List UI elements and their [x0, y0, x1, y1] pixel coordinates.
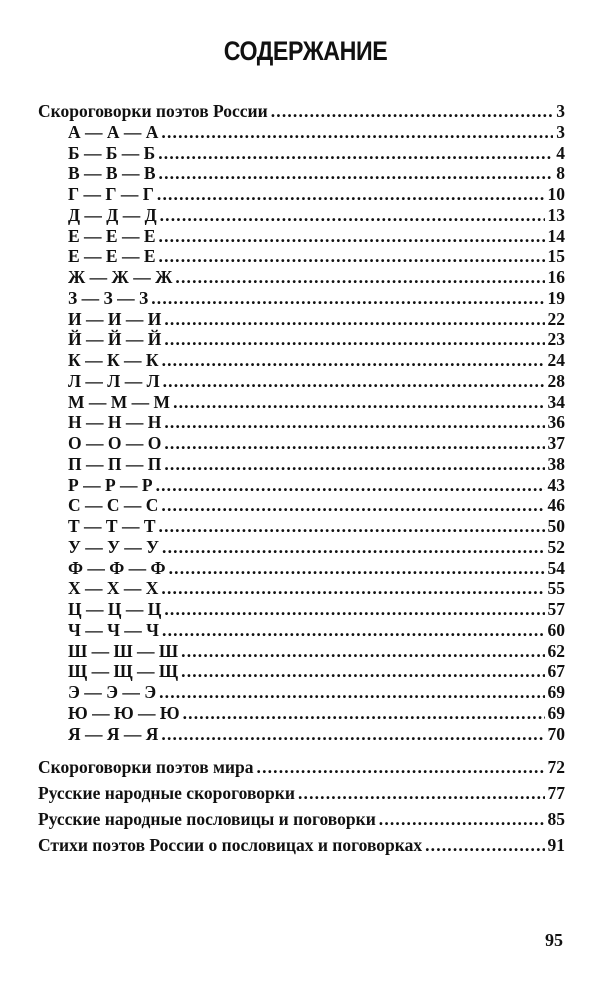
toc-leader-dots: [164, 599, 544, 620]
toc-leader-dots: [169, 558, 545, 579]
toc-page-number: 69: [547, 702, 565, 723]
toc-leader-dots: [159, 246, 545, 267]
toc-subitem[interactable]: [38, 412, 565, 433]
toc-subitem-label: Т — Т — Т: [68, 516, 156, 536]
toc-page-number: 54: [547, 557, 565, 578]
toc-subitem-label: А — А — А: [68, 121, 159, 142]
toc-subitem[interactable]: [38, 226, 565, 247]
toc-subitem-label: Е — Е — Е: [68, 246, 156, 267]
toc-section-label: Русские народные пословицы и поговорки: [38, 809, 376, 830]
toc-page-number: 16: [547, 267, 565, 287]
toc-page-number: 34: [547, 391, 565, 412]
toc-subitem-label: Ф — Ф — Ф: [68, 557, 166, 578]
toc-page-number: 77: [547, 783, 565, 804]
toc-section[interactable]: [38, 809, 565, 835]
toc-subitem[interactable]: [38, 309, 565, 330]
toc-subitem[interactable]: [38, 661, 565, 682]
toc-section-label: Скороговорки поэтов мира: [38, 757, 254, 778]
toc-subitem[interactable]: [38, 682, 565, 703]
toc-subitem-label: У — У — У: [68, 536, 160, 557]
toc-leader-dots: [164, 412, 544, 433]
toc-subitem-label: Й — Й — Й: [68, 329, 162, 350]
toc-subitem-label: Я — Я — Я: [68, 723, 159, 744]
toc-subitem[interactable]: [38, 703, 565, 724]
toc-leader-dots: [151, 288, 544, 309]
toc-leader-dots: [159, 682, 544, 703]
toc-subitem-label: Д — Д — Д: [68, 204, 157, 225]
toc-subitem-label: П — П — П: [68, 453, 162, 474]
toc-leader-dots: [156, 475, 545, 496]
toc-section[interactable]: [38, 835, 565, 861]
toc-subitem[interactable]: [38, 578, 565, 599]
toc-leader-dots: [162, 620, 544, 641]
toc-leader-dots: [163, 371, 545, 392]
toc-page-number: 57: [547, 599, 565, 619]
toc-leader-dots: [160, 205, 545, 226]
toc-page-number: 67: [547, 661, 565, 682]
toc-leader-dots: [181, 661, 544, 682]
toc-leader-dots: [164, 309, 544, 330]
toc-subitem-label: О — О — О: [68, 433, 162, 453]
toc-subitem-label: К — К — К: [68, 350, 159, 370]
toc-page-number: 62: [547, 640, 565, 661]
toc-section-label: Стихи поэтов России о пословицах и поговорках: [38, 835, 423, 856]
toc-page-number: 55: [547, 578, 565, 599]
toc-page-number: 70: [547, 723, 565, 744]
toc-section-label: Русские народные скороговорки: [38, 783, 295, 804]
toc-page-number: 14: [547, 225, 565, 246]
toc-leader-dots: [159, 226, 545, 247]
toc-leader-dots: [164, 329, 544, 350]
toc-subitem[interactable]: [38, 558, 565, 579]
toc-subitem-label: З — З — З: [68, 287, 149, 308]
toc-page-number: 38: [547, 453, 565, 474]
toc-page-number: 23: [547, 329, 565, 350]
toc-leader-dots: [257, 757, 545, 778]
toc-leader-dots: [183, 703, 545, 724]
toc-subitem-label: Р — Р — Р: [68, 474, 153, 495]
toc-subitem[interactable]: [38, 620, 565, 641]
toc-subitem[interactable]: [38, 143, 565, 164]
toc-page-number: 36: [547, 412, 565, 433]
toc-page-number: 13: [547, 204, 565, 225]
toc-page-number: 28: [547, 370, 565, 391]
toc-page-number: 22: [547, 308, 565, 329]
toc-subitem[interactable]: [38, 246, 565, 267]
toc-subitem[interactable]: [38, 371, 565, 392]
toc-page-number: 15: [547, 246, 565, 267]
toc-subitem[interactable]: [38, 329, 565, 350]
toc-page-number: 24: [547, 350, 565, 370]
toc-page-number: 60: [547, 619, 565, 640]
toc-subitem-label: Ю — Ю — Ю: [68, 702, 180, 723]
toc-leader-dots: [181, 641, 544, 662]
toc-page-number: 4: [556, 142, 565, 163]
toc-subitem-label: Ц — Ц — Ц: [68, 599, 162, 619]
toc-leader-dots: [173, 392, 544, 413]
section-spacer: [38, 744, 565, 757]
toc-page-number: 3: [556, 101, 565, 121]
toc-subitem-label: И — И — И: [68, 308, 162, 329]
toc-subitem-label: Л — Л — Л: [68, 370, 160, 391]
toc-subitem-label: Ш — Ш — Ш: [68, 640, 179, 661]
toc-page-number: 43: [547, 474, 565, 495]
toc-subitem-label: Н — Н — Н: [68, 412, 162, 433]
toc-section[interactable]: [38, 101, 565, 122]
toc-leader-dots: [161, 724, 544, 745]
toc-subitem-label: Г — Г — Г: [68, 184, 154, 204]
toc-leader-dots: [164, 433, 544, 454]
page-title: СОДЕРЖАНИЕ: [223, 36, 388, 66]
toc-page-number: 19: [547, 287, 565, 308]
toc-leader-dots: [161, 578, 544, 599]
toc-page-number: 91: [547, 835, 565, 856]
toc-page-number: 46: [547, 495, 565, 516]
toc-subitem[interactable]: [38, 433, 565, 454]
toc-subitem-label: М — М — М: [68, 391, 171, 412]
toc-subitem[interactable]: [38, 495, 565, 516]
toc-subitem[interactable]: [38, 641, 565, 662]
toc-subitem[interactable]: [38, 350, 565, 371]
table-of-contents: [38, 101, 565, 861]
toc-subitem[interactable]: [38, 267, 565, 288]
toc-subitem-label: Щ — Щ — Щ: [68, 661, 179, 682]
toc-subitem[interactable]: [38, 475, 565, 496]
toc-subitem-label: Е — Е — Е: [68, 225, 156, 246]
toc-subitem-label: Э — Э — Э: [68, 682, 157, 702]
toc-leader-dots: [298, 783, 545, 804]
toc-leader-dots: [162, 350, 545, 371]
toc-page-number: 3: [556, 121, 565, 142]
toc-page-number: 52: [547, 536, 565, 557]
toc-leader-dots: [159, 163, 554, 184]
toc-page-number: 50: [547, 516, 565, 536]
toc-leader-dots: [158, 143, 553, 164]
toc-leader-dots: [157, 184, 545, 205]
toc-subitem[interactable]: [38, 288, 565, 309]
toc-page-number: 10: [547, 184, 565, 204]
toc-subitem[interactable]: [38, 122, 565, 143]
toc-leader-dots: [379, 809, 545, 830]
toc-page-number: 69: [547, 682, 565, 702]
toc-subitem-label: Ж — Ж — Ж: [68, 267, 173, 287]
toc-section[interactable]: [38, 783, 565, 809]
toc-subitem[interactable]: [38, 724, 565, 745]
toc-leader-dots: [161, 122, 553, 143]
toc-section[interactable]: [38, 757, 565, 783]
toc-subitem[interactable]: [38, 599, 565, 620]
toc-subitem-label: В — В — В: [68, 163, 156, 184]
toc-leader-dots: [162, 537, 544, 558]
toc-leader-dots: [425, 835, 544, 856]
page-number: 95: [545, 930, 563, 950]
toc-subitem-label: С — С — С: [68, 495, 159, 516]
toc-leader-dots: [271, 101, 554, 122]
toc-leader-dots: [175, 267, 544, 288]
toc-subitem[interactable]: [38, 205, 565, 226]
toc-subitem[interactable]: [38, 163, 565, 184]
toc-subitem[interactable]: [38, 454, 565, 475]
toc-subitem-label: Ч — Ч — Ч: [68, 619, 160, 640]
toc-subitem-label: Х — Х — Х: [68, 578, 159, 599]
toc-subitem[interactable]: [38, 537, 565, 558]
toc-page-number: 72: [547, 757, 565, 778]
toc-page-number: 85: [547, 809, 565, 830]
toc-page-number: 8: [556, 163, 565, 184]
toc-leader-dots: [164, 454, 544, 475]
toc-subitem[interactable]: [38, 516, 565, 537]
toc-leader-dots: [159, 516, 545, 537]
toc-subitem[interactable]: [38, 184, 565, 205]
toc-leader-dots: [161, 495, 544, 516]
toc-subitem-label: Б — Б — Б: [68, 142, 156, 163]
toc-page-number: 37: [547, 433, 565, 453]
toc-subitem[interactable]: [38, 392, 565, 413]
toc-section-label: Скороговорки поэтов России: [38, 101, 268, 121]
